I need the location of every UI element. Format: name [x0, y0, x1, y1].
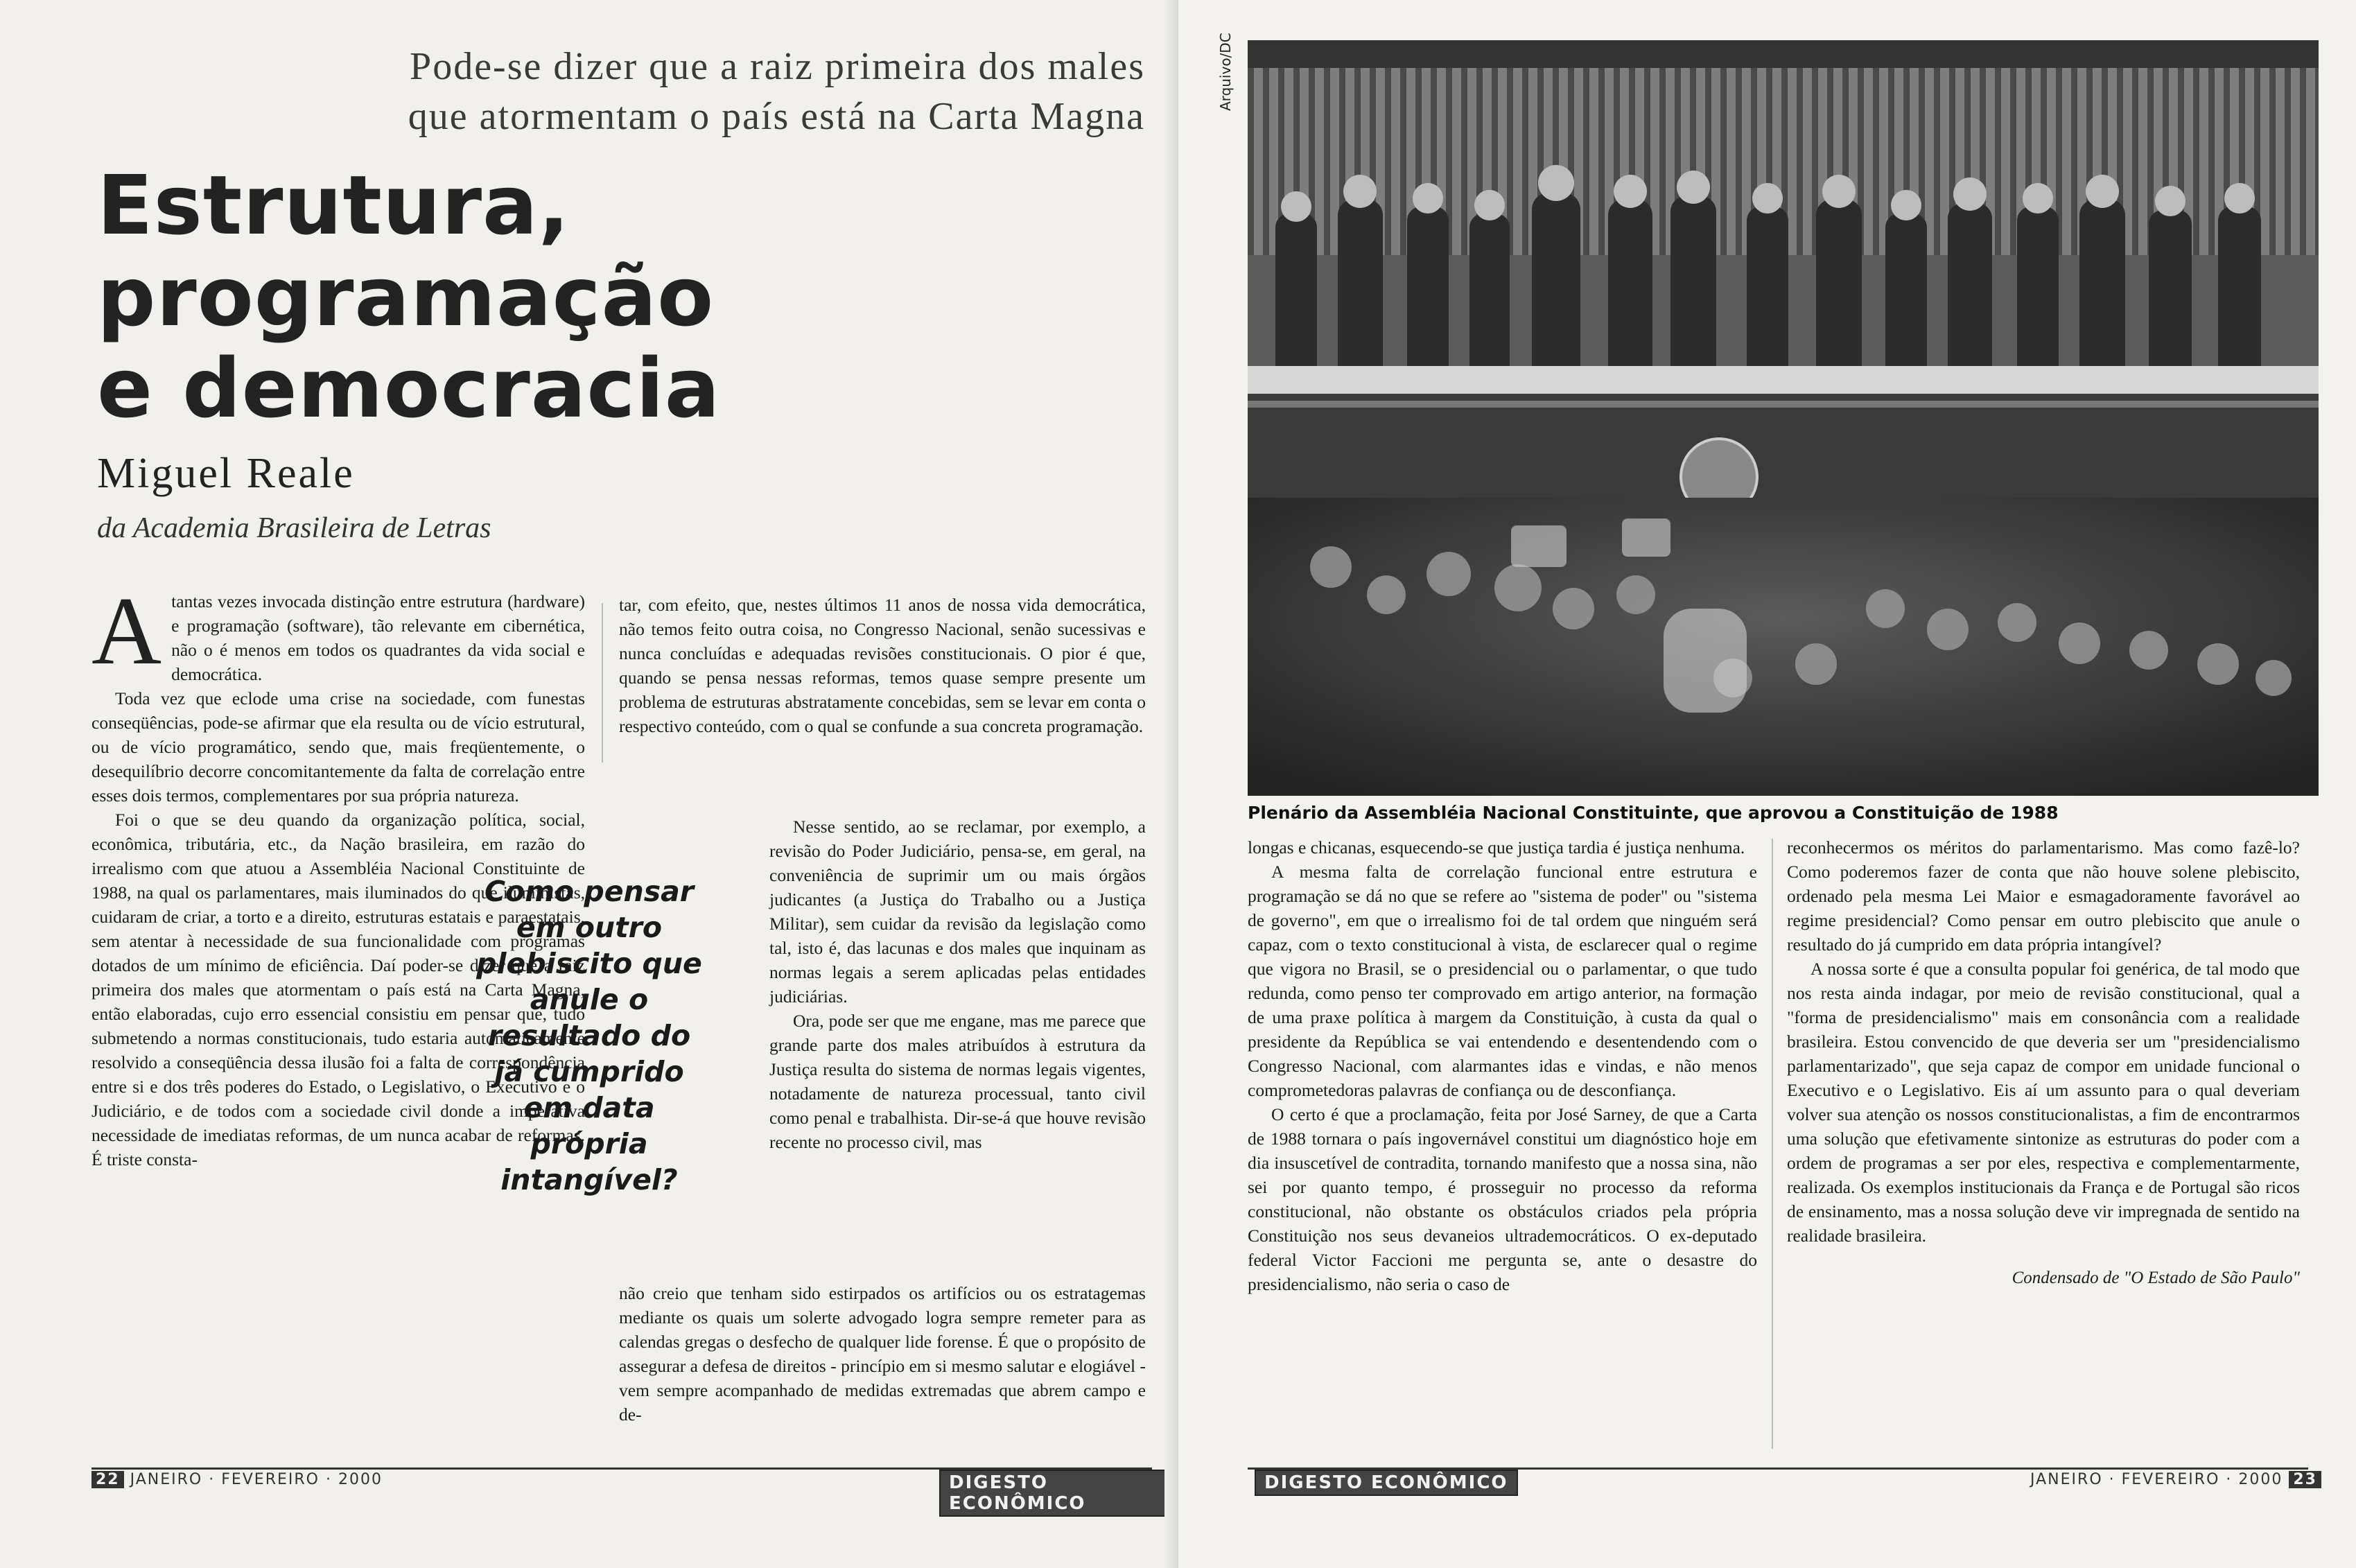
assembly-photo	[1248, 40, 2319, 796]
source-credit: Condensado de "O Estado de São Paulo"	[2012, 1269, 2300, 1287]
paragraph: A mesma falta de correlação funcional entre estrutura e programação se dá no que se refere ao "sistema de poder" ou "sistema de governo", em que o irrealismo foi de tal ordem que ninguém será capaz, com o texto constitucional à vista, de esclarecer qual o regime que vigora no Brasil, se o presidencial ou o parlamentar, o que tudo redunda, como penso ter comprovado em artigo anterior, na formação de uma praxe política à margem da Constituição, à custa da qual o presidente da República se vai entendendo e desentendendo com o Congresso Nacional, com alarmantes idas e vindas, e não menos comprometedoras palavras de confiança ou de desconfiança.	[1248, 862, 1757, 1100]
paragraph: A nossa sorte é que a consulta popular foi genérica, de tal modo que nos resta ainda indagar, por meio de revisão constitucional, qual a "forma de presidencialismo" mais em consonância com a realidade brasileira. Estou convencido de que deveria ser um "presidencialismo parlamentarizado", que seja capaz de compor em unidade funcional o Executivo e o Legislativo. Eis aí um assunto para o qual deveriam volver sua atenção os nossos constitucionalistas, a fim de encontrarmos uma solução que efetivamente sintonize as estruturas do poder com a ordem de programas a ser por eles, respectiva e complementarmente, realizada. Os exemplos institucionais da França e de Portugal são ricos de ensinamento, mas a nossa solução deve vir impregnada de sentido na realidade brasileira.	[1787, 959, 2300, 1246]
paragraph: tar, com efeito, que, nestes últimos 11 anos de nossa vida democrática, não temos feito outra coisa, no Congresso Nacional, senão sucessivas e nunca concluídas e adequadas revisões constitucionais. O pior é que, quando se pensa nessas reformas, temos quase sempre presente um problema de estruturas abstratamente concebidas, sem se levar em conta o respectivo conteúdo, com o qual se confunde a sua concreta programação.	[619, 595, 1146, 736]
masthead-logo: DIGESTO ECONÔMICO	[1255, 1470, 1518, 1496]
paragraph: reconhecermos os méritos do parlamentarismo. Mas como fazê-lo? Como poderemos fazer de conta que não houve solene plebiscito, ordenado pela mesma Lei Maior e esmagadoramente favorável ao regime presidencial? Como pensar em outro plebiscito que anule o resultado do já cumprido em data própria intangível?	[1787, 837, 2300, 955]
paragraph: Ora, pode ser que me engane, mas me parece que grande parte dos males atribuídos à estrutura da Justiça resulta do sistema de normas legais vigentes, notadamente de natureza processual, tanto civil como penal e trabalhista. Dir-se-á que houve revisão recente no processo civil, mas	[769, 1011, 1146, 1152]
deck-subtitle: Pode-se dizer que a raiz primeira dos males que atormentam o país está na Carta Magna	[408, 45, 1145, 138]
right-column-1	[1248, 835, 1757, 1296]
paragraph: O certo é que a proclamação, feita por José Sarney, de que a Carta de 1988 tornara o país ingovernável constitui um diagnóstico hoje em dia insuscetível de contradita, tornando manifesto que a nossa sina, não sei por quanto tempo, é prosseguir no processo da reforma constitucional, não obstante os obstáculos criados pela própria Constituição nos seus devaneios ultrademocráticos. O ex-deputado federal Victor Faccioni me pergunta se, ante o desastre do presidencialismo, não seria o caso de	[1248, 1104, 1757, 1294]
paragraph: longas e chicanas, esquecendo-se que justiça tardia é justiça nenhuma.	[1248, 837, 1745, 857]
page-number: 22	[91, 1471, 124, 1488]
title-line-3: e democracia	[97, 340, 721, 436]
page-number: 23	[2289, 1471, 2321, 1488]
author-name: Miguel Reale	[97, 450, 355, 497]
pull-quote: Como pensar em outro plebiscito que anule o resultado do já cumprido em data própria intangível?	[476, 875, 702, 1196]
left-column-2-top	[619, 593, 1146, 738]
page-folio	[91, 1471, 383, 1488]
paragraph: Foi o que se deu quando da organização política, social, econômica, tributária, etc., da Nação brasileira, em razão do irrealismo com que atuou a Assembléia Nacional Constituinte de 1988, na qual os parlamentares, mais iluminados do que iluministas, cuidaram de criar, a torto e a direito, estruturas estatais e paraestatais, sem atentar à necessidade de sua funcionalidade com programas dotados de um mínimo de eficiência. Daí poder-se dizer que a raiz primeira dos males que atormentam o país está na Carta Magna, então elaboradas, cujo erro essencial consistiu em pensar que, tudo submetendo a normas constitucionais, tudo estaria automaticamente resolvido a conseqüência dessa ilusão foi a falta de correspondência entre si e dos três poderes do Estado, o Legislativo, o Executivo e o Judiciário, e de todos com a sociedade civil donde a imperativa necessidade de imediatas reformas, de um nunca acabar de reformas. É triste consta-	[91, 810, 585, 1169]
title-line-2: programação	[97, 249, 715, 345]
issue-date: JANEIRO · FEVEREIRO · 2000	[130, 1471, 383, 1488]
author-affiliation: da Academia Brasileira de Letras	[97, 512, 491, 544]
column-divider	[602, 603, 603, 763]
photo-credit: Arquivo/DC	[1217, 33, 1234, 111]
right-page	[1178, 0, 2356, 1568]
article-title	[97, 159, 720, 434]
left-column-2-middle	[769, 815, 1146, 1154]
paragraph: não creio que tenham sido estirpados os artifícios ou os estratagemas mediante os quais um solerte advogado logra sempre remeter para as calendas gregas o desfecho de qualquer lide forense. É que o propósito de assegurar a defesa de direitos - princípio em si mesmo salutar e elogiável - vem sempre acompanhado de medidas extremadas que abrem campo e de-	[619, 1283, 1146, 1425]
photo-caption: Plenário da Assembléia Nacional Constituinte, que aprovou a Constituição de 1988	[1248, 803, 2059, 823]
right-column-2	[1787, 835, 2300, 1290]
paragraph: Nesse sentido, ao se reclamar, por exemplo, a revisão do Poder Judiciário, pensa-se, em geral, na conveniência de suprimir um ou mais órgãos judicantes (a Justiça do Trabalho ou a Justiça Militar), sem cuidar da revisão da legislação como tal, isto é, das lacunas e dos males que inquinam as normas legais a serem aplicadas pelas entidades judiciárias.	[769, 817, 1146, 1007]
title-line-1: Estrutura,	[97, 157, 570, 253]
issue-date: JANEIRO · FEVEREIRO · 2000	[2030, 1471, 2283, 1488]
left-column-2-bottom	[619, 1281, 1146, 1427]
paragraph: tantas vezes invocada distinção entre estrutura (hardware) e programação (software), tão relevante em cibernética, não o é menos em todos os quadrantes da vida social e democrática.	[171, 591, 585, 684]
paragraph: Toda vez que eclode uma crise na sociedade, com funestas conseqüências, pode-se afirmar que ela resulta ou de vício estrutural, ou de vício programático, sendo que, mais freqüentemente, o desequilíbrio decorre concomitantemente da falta de correlação entre esses dois termos, complementares por sua própria natureza.	[91, 688, 585, 805]
masthead-logo: DIGESTO ECONÔMICO	[939, 1470, 1178, 1517]
drop-cap: A	[91, 577, 162, 685]
column-divider	[1772, 839, 1773, 1449]
page-folio	[2030, 1471, 2321, 1488]
